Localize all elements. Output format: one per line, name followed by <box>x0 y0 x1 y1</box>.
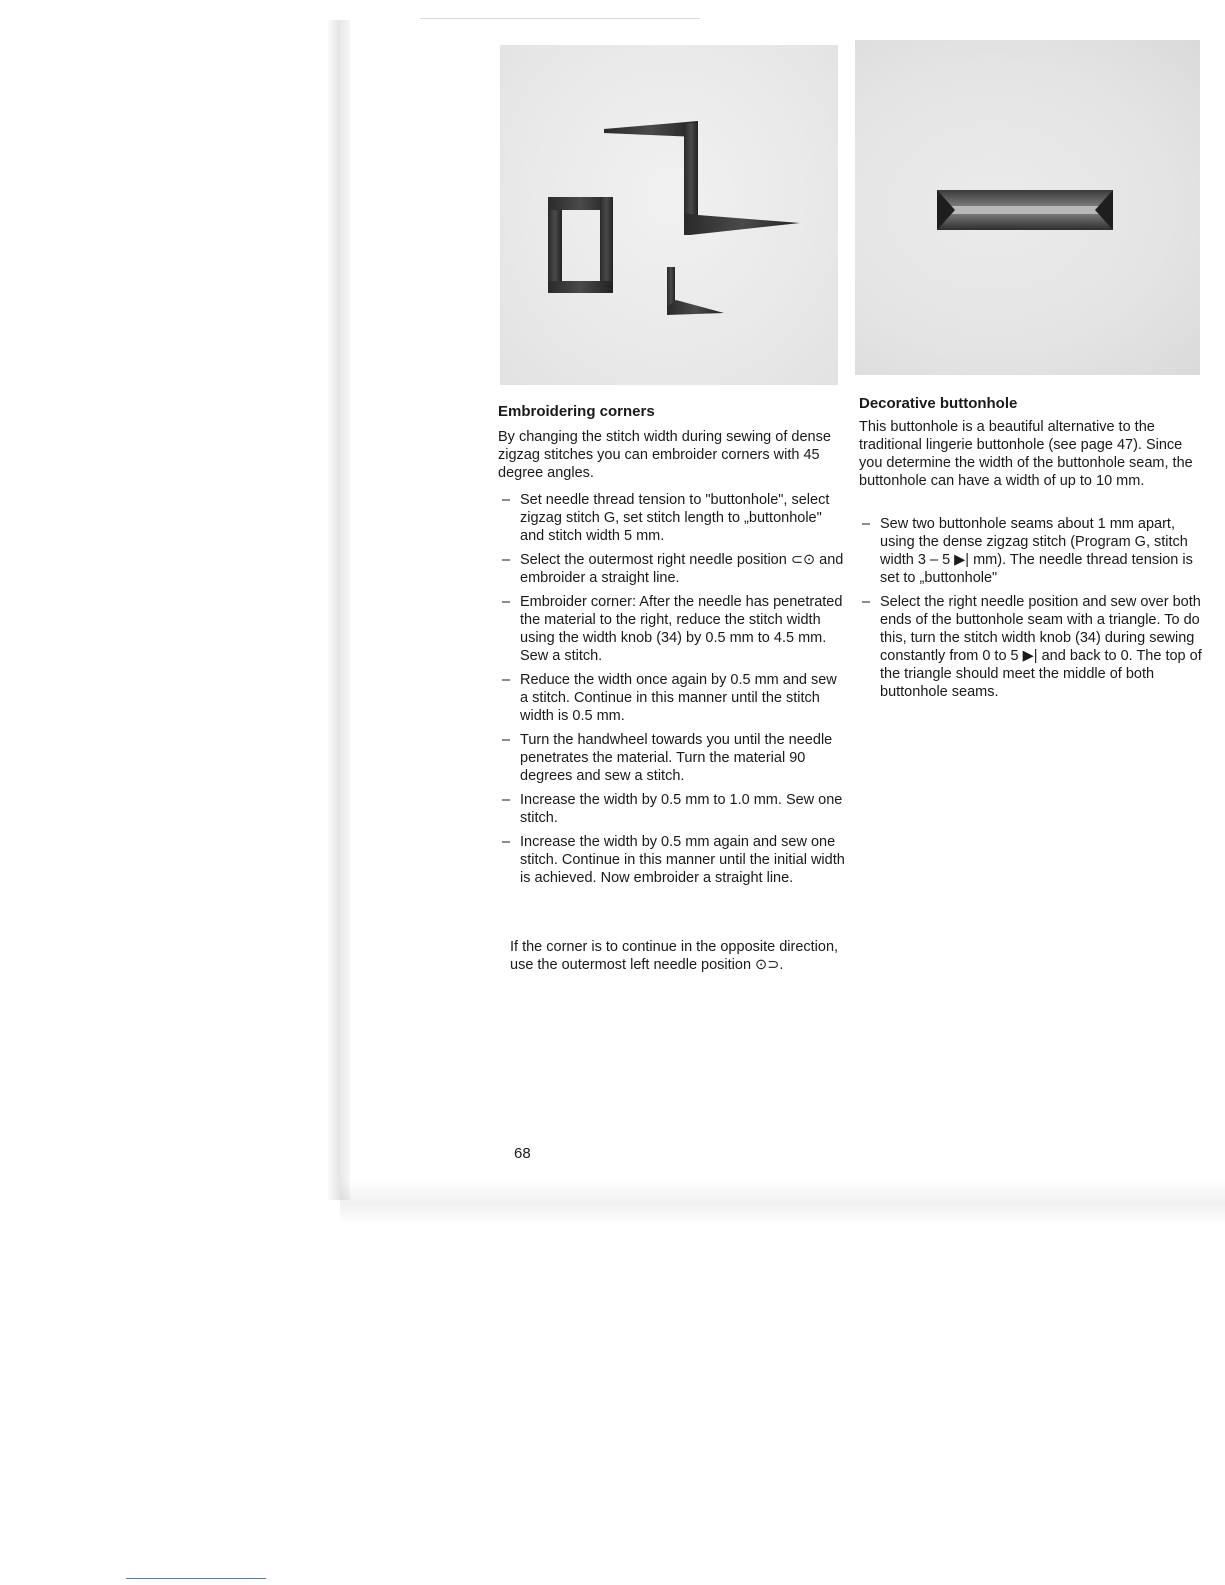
top-rule <box>420 18 700 19</box>
list-item: – Increase the width by 0.5 mm to 1.0 mm. Sew one stitch. <box>500 791 845 827</box>
section-heading-decorative-buttonhole: Decorative buttonhole <box>859 395 1018 412</box>
buttonhole-seam <box>937 190 1113 230</box>
scan-shadow-left <box>328 20 350 1200</box>
page-number: 68 <box>514 1145 531 1162</box>
embroidering-corners-closing: If the corner is to continue in the opposite direction, use the outermost left needle position ⊙⊃. <box>510 939 839 973</box>
section-heading-embroidering-corners: Embroidering corners <box>498 403 655 420</box>
scan-shadow-bottom <box>340 1180 1225 1225</box>
embroidering-corners-intro: By changing the stitch width during sewing of dense zigzag stitches you can embroider corners with 45 degree angles. <box>498 429 831 481</box>
embroidering-corners-steps <box>500 491 845 893</box>
decorative-buttonhole-intro: This buttonhole is a beautiful alternative to the traditional lingerie buttonhole (see page 47). Since you determine the width of the buttonhole seam, the buttonhole can have a width of up to 10 mm. <box>859 419 1193 489</box>
list-item: – Sew two buttonhole seams about 1 mm apart, using the dense zigzag stitch (Program G, stitch width 3 – 5 ▶| mm). The needle thread tension is set to „buttonhole" <box>860 515 1202 587</box>
list-item: – Embroider corner: After the needle has penetrated the material to the right, reduce the stitch width using the width knob (34) by 0.5 mm to 4.5 mm. Sew a stitch. <box>500 593 845 665</box>
stitched-corner-large <box>604 121 800 235</box>
list-item: – Select the right needle position and sew over both ends of the buttonhole seam with a triangle. To do this, turn the stitch width knob (34) during sewing constantly from 0 to 5 ▶| and back to 0. The top of the triangle should meet the middle of both buttonhole seams. <box>860 593 1202 701</box>
list-item: – Select the outermost right needle position ⊂⊙ and embroider a straight line. <box>500 551 845 587</box>
embroidered-corners-photo <box>500 45 838 385</box>
list-item: – Increase the width by 0.5 mm again and sew one stitch. Continue in this manner until the initial width is achieved. Now embroider a straight line. <box>500 833 845 887</box>
bottom-rule <box>126 1578 266 1579</box>
stitched-square <box>548 197 613 293</box>
stitched-corner-small <box>667 267 724 315</box>
decorative-buttonhole-illustration <box>855 40 1200 375</box>
list-item: – Reduce the width once again by 0.5 mm and sew a stitch. Continue in this manner until the stitch width is 0.5 mm. <box>500 671 845 725</box>
list-item: – Set needle thread tension to "buttonhole", select zigzag stitch G, set stitch length to „buttonhole" and stitch width 5 mm. <box>500 491 845 545</box>
decorative-buttonhole-steps <box>860 515 1202 707</box>
list-item: – Turn the handwheel towards you until the needle penetrates the material. Turn the material 90 degrees and sew a stitch. <box>500 731 845 785</box>
decorative-buttonhole-photo <box>855 40 1200 375</box>
embroidered-corners-illustration <box>500 45 838 385</box>
